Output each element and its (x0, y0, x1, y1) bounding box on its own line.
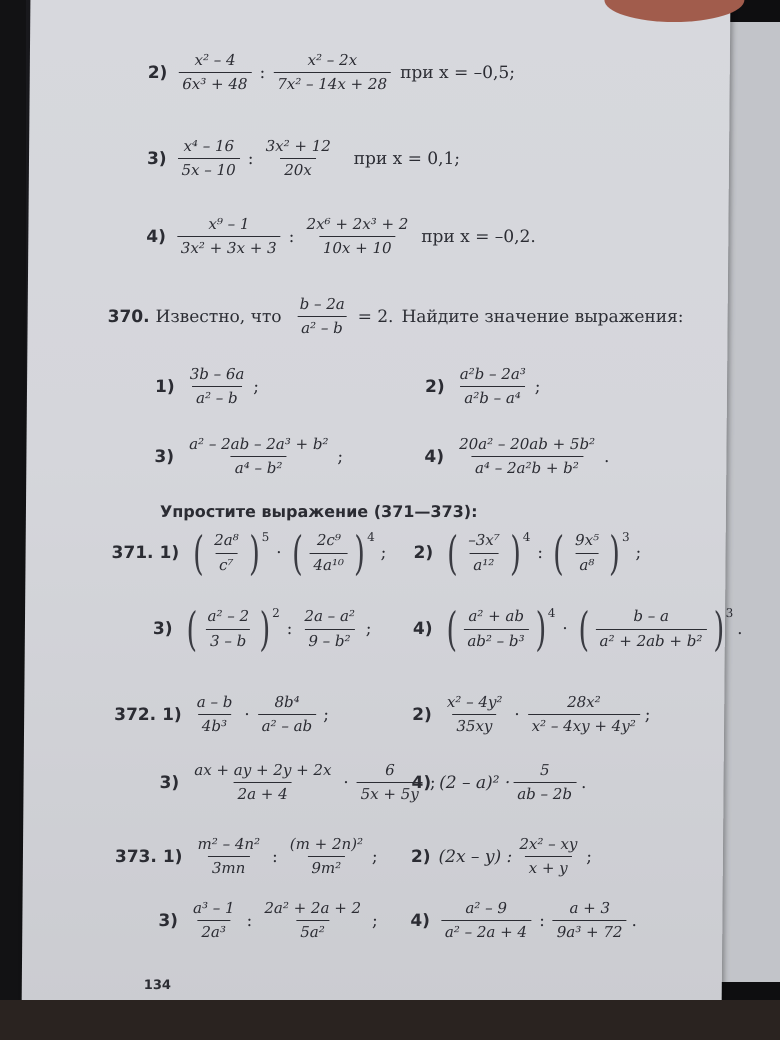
condition: при x = 0,1; (353, 148, 461, 169)
section-header: Упростите выражение (371—373): (159, 502, 478, 521)
problem-373-item-2: 2) (2x – y) : $\frac{\text{2x² – xy}}{x + y}$ ; (410, 835, 593, 878)
exponent: 5 (261, 530, 270, 544)
problem-number: 370. (107, 306, 150, 327)
item-label: 2) (147, 62, 168, 83)
fraction: $\frac{\text{x² – 4y²}}{35xy}$ (446, 693, 503, 736)
problem-373-item-4: 4) $\frac{\text{a² – 9}}{\text{a² – 2a + 4}}$ : $\frac{a + 3}{\text{9a³ + 72}}$ . (410, 899, 638, 942)
item-label: 4) (146, 226, 167, 247)
parenthesized-fraction: ( $\frac{b - a}{\text{a² + 2ab + b²}}$ ) $^3$ (578, 602, 734, 656)
problem-number: 372. (114, 704, 157, 725)
condition: при x = –0,2. (421, 226, 536, 247)
fraction: $\frac{\text{a²b – 2a³}}{\text{a²b – a⁴}}$ (459, 365, 526, 408)
parenthesized-fraction: ( $\frac{\text{2a⁸}}{\text{c⁷}}$ ) $^5$ (192, 526, 270, 580)
problem-369-item-2: 2) $\frac{\text{x² – 4}}{\text{6x³ + 48}}$ : $\frac{\text{x² – 2x}}{\text{7x² – 14x + 28}}$ при x = –0,5; (147, 51, 516, 94)
fraction: $\frac{a + 3}{\text{9a³ + 72}}$ (553, 900, 627, 942)
parenthesized-fraction: ( $\frac{\text{2c⁹}}{\text{4a¹⁰}}$ ) $^4$ (291, 526, 375, 580)
desk-surface (0, 1000, 780, 1040)
problem-370-statement: 370. Известно, что $\frac{b - 2a}{\text{a² – b}}$ = 2. Найдите значение выражения: (107, 295, 684, 338)
fraction: $\frac{a - b}{\text{4b³}}$ (196, 693, 233, 736)
fraction: $\frac{\text{20a² – 20ab + 5b²}}{\text{a⁴ – 2a²b + b²}}$ (459, 435, 596, 478)
fraction: $\frac{\text{28x²}}{\text{x² – 4xy + 4y²}}$ (528, 694, 640, 736)
fraction: $\frac{\text{8b⁴}}{\text{a² – ab}}$ (258, 694, 317, 736)
problem-372-item-1: 372. 1) $\frac{a - b}{\text{4b³}}$ · $\frac{\text{8b⁴}}{\text{a² – ab}}$ ; (114, 693, 330, 736)
fraction: $\frac{\text{m² – 4n²}}{3mn}$ (197, 835, 261, 878)
fraction: $\frac{6}{5x + 5y}$ (357, 762, 423, 804)
problem-371-item-3: 3) ( $\frac{\text{a² – 2}}{3 - b}$ ) $^2$ : $\frac{\text{2a – a²}}{\text{9 – b²}}$ ; (152, 602, 372, 656)
exponent: 2 (272, 606, 280, 620)
fraction: $\frac{ax + ay + 2y + 2x}{2a + 4}$ (194, 761, 332, 804)
parenthesized-fraction: ( $\frac{\text{–3x⁷}}{\text{a¹²}}$ ) $^4$ (446, 526, 531, 580)
problem-372-item-3: 3) $\frac{ax + ay + 2y + 2x}{2a + 4}$ · $\frac{6}{5x + 5y}$ ; (159, 761, 436, 804)
exponent: 3 (622, 530, 630, 544)
problem-373-item-3: 3) $\frac{\text{a³ – 1}}{\text{2a³}}$ : $\frac{\text{2a² + 2a + 2}}{\text{5a²}}$ ; (158, 899, 378, 942)
problem-number: 373. (114, 846, 157, 867)
problem-372-item-4: 4) (2 – a)² · $\frac{5}{ab - 2b}$ . (411, 761, 587, 804)
condition: при x = –0,5; (400, 62, 516, 83)
problem-370-item-2: 2) $\frac{\text{a²b – 2a³}}{\text{a²b – a⁴}}$ ; (424, 365, 541, 408)
problem-number: 371. (111, 543, 154, 563)
fraction: $\frac{\text{a² – 2ab – 2a³ + b²}}{\text{a⁴ – b²}}$ (189, 435, 329, 478)
fraction: $\frac{5}{ab - 2b}$ (513, 762, 576, 804)
fraction: $\frac{3b - 6a}{\text{a² – b}}$ (189, 365, 245, 408)
problem-371-item-2: 2) ( $\frac{\text{–3x⁷}}{\text{a¹²}}$ ) $^4$ : ( $\frac{\text{9x⁵}}{\text{a⁸}}$ ) $^3$ ; (413, 526, 642, 580)
item-label: 3) (146, 148, 167, 169)
problem-370-item-1: 1) $\frac{3b - 6a}{\text{a² – b}}$ ; (154, 365, 260, 408)
problem-373-item-1: 373. 1) $\frac{\text{m² – 4n²}}{3mn}$ : $\frac{\text{(m + 2n)²}}{\text{9m²}}$ ; (114, 835, 378, 878)
fraction: $\frac{\text{x² – 2x}}{\text{7x² – 14x + 28}}$ (273, 52, 391, 94)
page-number: 134 (143, 978, 172, 993)
fraction: $\frac{\text{(m + 2n)²}}{\text{9m²}}$ (289, 835, 364, 878)
fraction: $\frac{\text{x⁹ – 1}}{\text{3x² + 3x + 3}}$ (177, 216, 281, 258)
problem-372-item-2: 2) $\frac{\text{x² – 4y²}}{35xy}$ · $\frac{\text{28x²}}{\text{x² – 4xy + 4y²}}$ ; (412, 693, 651, 736)
fraction: $\frac{\text{a³ – 1}}{\text{2a³}}$ (193, 899, 235, 942)
exponent: 3 (725, 606, 734, 620)
exponent: 4 (547, 606, 556, 620)
fraction: $\frac{\text{2x⁶ + 2x³ + 2}}{10x + 10}$ (306, 215, 409, 258)
problem-369-item-3: 3) $\frac{\text{x⁴ – 16}}{5x - 10}$ : $\frac{\text{3x² + 12}}{20x}$ при x = 0,1; (146, 137, 461, 180)
fraction: $\frac{b - 2a}{\text{a² – b}}$ (295, 296, 348, 338)
exponent: 4 (367, 530, 375, 544)
parenthesized-fraction: ( $\frac{\text{9x⁵}}{\text{a⁸}}$ ) $^3$ (553, 526, 630, 580)
fraction: $\frac{\text{3x² + 12}}{20x}$ (265, 137, 331, 180)
problem-371-item-4: 4) ( $\frac{\text{a² + ab}}{\text{ab² – b³}}$ ) $^4$ · ( $\frac{b - a}{\text{a² + 2ab + b²}}$ ) $^3$ . (412, 602, 743, 656)
problem-369-item-4: 4) $\frac{\text{x⁹ – 1}}{\text{3x² + 3x + 3}}$ : $\frac{\text{2x⁶ + 2x³ + 2}}{10x + 10}$ при x = –0,2. (146, 215, 536, 258)
fraction: $\frac{\text{2a – a²}}{\text{9 – b²}}$ (304, 607, 356, 650)
problem-370-item-3: 3) $\frac{\text{a² – 2ab – 2a³ + b²}}{\text{a⁴ – b²}}$ ; (154, 435, 344, 478)
textbook-page (22, 0, 743, 1010)
fraction: $\frac{\text{2a² + 2a + 2}}{\text{5a²}}$ (264, 899, 362, 942)
problem-371-item-1: 371. 1) ( $\frac{\text{2a⁸}}{\text{c⁷}}$ ) $^5$ · ( $\frac{\text{2c⁹}}{\text{4a¹⁰}}$ ) $^4$ ; (111, 526, 387, 580)
fraction: $\frac{\text{x⁴ – 16}}{5x - 10}$ (177, 138, 240, 180)
fraction: $\frac{\text{a² – 9}}{\text{a² – 2a + 4}}$ (441, 900, 532, 942)
exponent: 4 (522, 530, 531, 544)
fraction: $\frac{\text{x² – 4}}{\text{6x³ + 48}}$ (178, 52, 252, 94)
fraction: $\frac{\text{2x² – xy}}{x + y}$ (519, 835, 578, 878)
parenthesized-fraction: ( $\frac{\text{a² – 2}}{3 - b}$ ) $^2$ (185, 602, 280, 656)
parenthesized-fraction: ( $\frac{\text{a² + ab}}{\text{ab² – b³}}$ ) $^4$ (445, 602, 556, 656)
finger-corner (604, 0, 744, 22)
problem-370-item-4: 4) $\frac{\text{20a² – 20ab + 5b²}}{\text{a⁴ – 2a²b + b²}}$ . (424, 435, 610, 478)
